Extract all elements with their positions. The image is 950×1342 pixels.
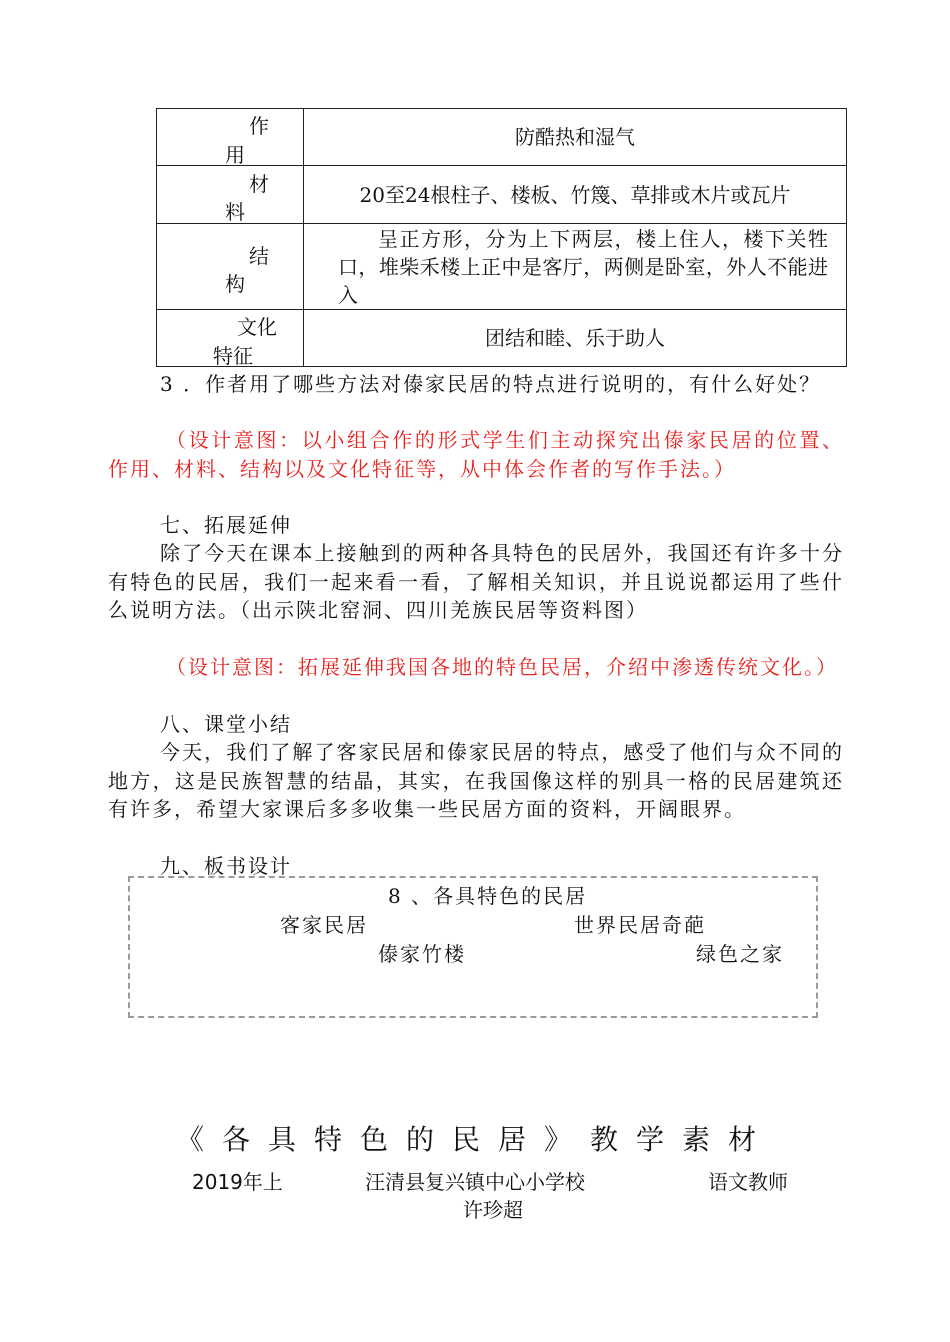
row-header-line2: 用 (225, 143, 245, 167)
row-value: 防酷热和湿气 (304, 109, 847, 166)
row-header-line2: 特征 (213, 344, 253, 368)
section-heading-7: 七、拓展延伸 (160, 513, 292, 537)
row-header-line1: 作 (249, 114, 269, 138)
section-heading-9: 九、板书设计 (160, 854, 292, 878)
board-item-green: 绿色之家 (696, 942, 784, 966)
blackboard-design-box (128, 876, 818, 1018)
row-value: 团结和睦、乐于助人 (304, 310, 847, 367)
table-row (157, 310, 847, 367)
section-heading-8: 八、课堂小结 (160, 712, 292, 736)
row-value: 呈正方形，分为上下两层，楼上住人，楼下关牲口，堆柴禾楼上正中是客厅，两侧是卧室，外人不能进入 (304, 224, 847, 310)
row-header (157, 109, 304, 166)
board-title: 8 、各具特色的民居 (388, 884, 588, 908)
author-school: 汪清县复兴镇中心小学校 (365, 1170, 585, 1194)
design-intent-1: （设计意图：以小组合作的形式学生们主动探究出傣家民居的位置、作用、材料、结构以及文化特征等，从中体会作者的写作手法。） (108, 428, 844, 481)
row-header (157, 310, 304, 367)
board-item-wonder: 世界民居奇葩 (574, 913, 706, 937)
material-title: 《各具特色的民居》教学素材 (175, 1123, 774, 1156)
design-intent-2: （设计意图：拓展延伸我国各地的特色民居，介绍中渗透传统文化。） (166, 655, 838, 679)
section-body-8: 今天，我们了解了客家民居和傣家民居的特点，感受了他们与众不同的地方，这是民族智慧的结晶，其实，在我国像这样的别具一格的民居建筑还有许多，希望大家课后多多收集一些民居方面的资料，开阔眼界。 (108, 740, 844, 821)
row-header-line1: 文化 (237, 315, 277, 339)
minju-features-table (156, 108, 847, 367)
row-value: 20至24根柱子、楼板、竹篾、草排或木片或瓦片 (304, 166, 847, 224)
table-row (157, 166, 847, 224)
row-header (157, 166, 304, 224)
row-header-line2: 构 (225, 272, 245, 296)
section-body-7: 除了今天在课本上接触到的两种各具特色的民居外，我国还有许多十分有特色的民居，我们一起来看一看，了解相关知识，并且说说都运用了些什么说明方法。（出示陕北窑洞、四川羌族民居等资料图） (108, 541, 844, 622)
table-row (157, 224, 847, 310)
board-item-hakka: 客家民居 (280, 913, 368, 937)
question-3: 3 ．作者用了哪些方法对傣家民居的特点进行说明的，有什么好处？ (160, 372, 822, 396)
board-item-dai: 傣家竹楼 (378, 942, 466, 966)
row-header-line2: 料 (225, 200, 245, 224)
table-row (157, 109, 847, 166)
row-header-line1: 结 (249, 244, 269, 268)
author-role: 语文教师 (708, 1170, 788, 1194)
author-year: 2019年上 (192, 1170, 283, 1194)
row-header-line1: 材 (249, 172, 269, 196)
author-name: 许珍超 (463, 1198, 523, 1222)
row-header (157, 224, 304, 310)
